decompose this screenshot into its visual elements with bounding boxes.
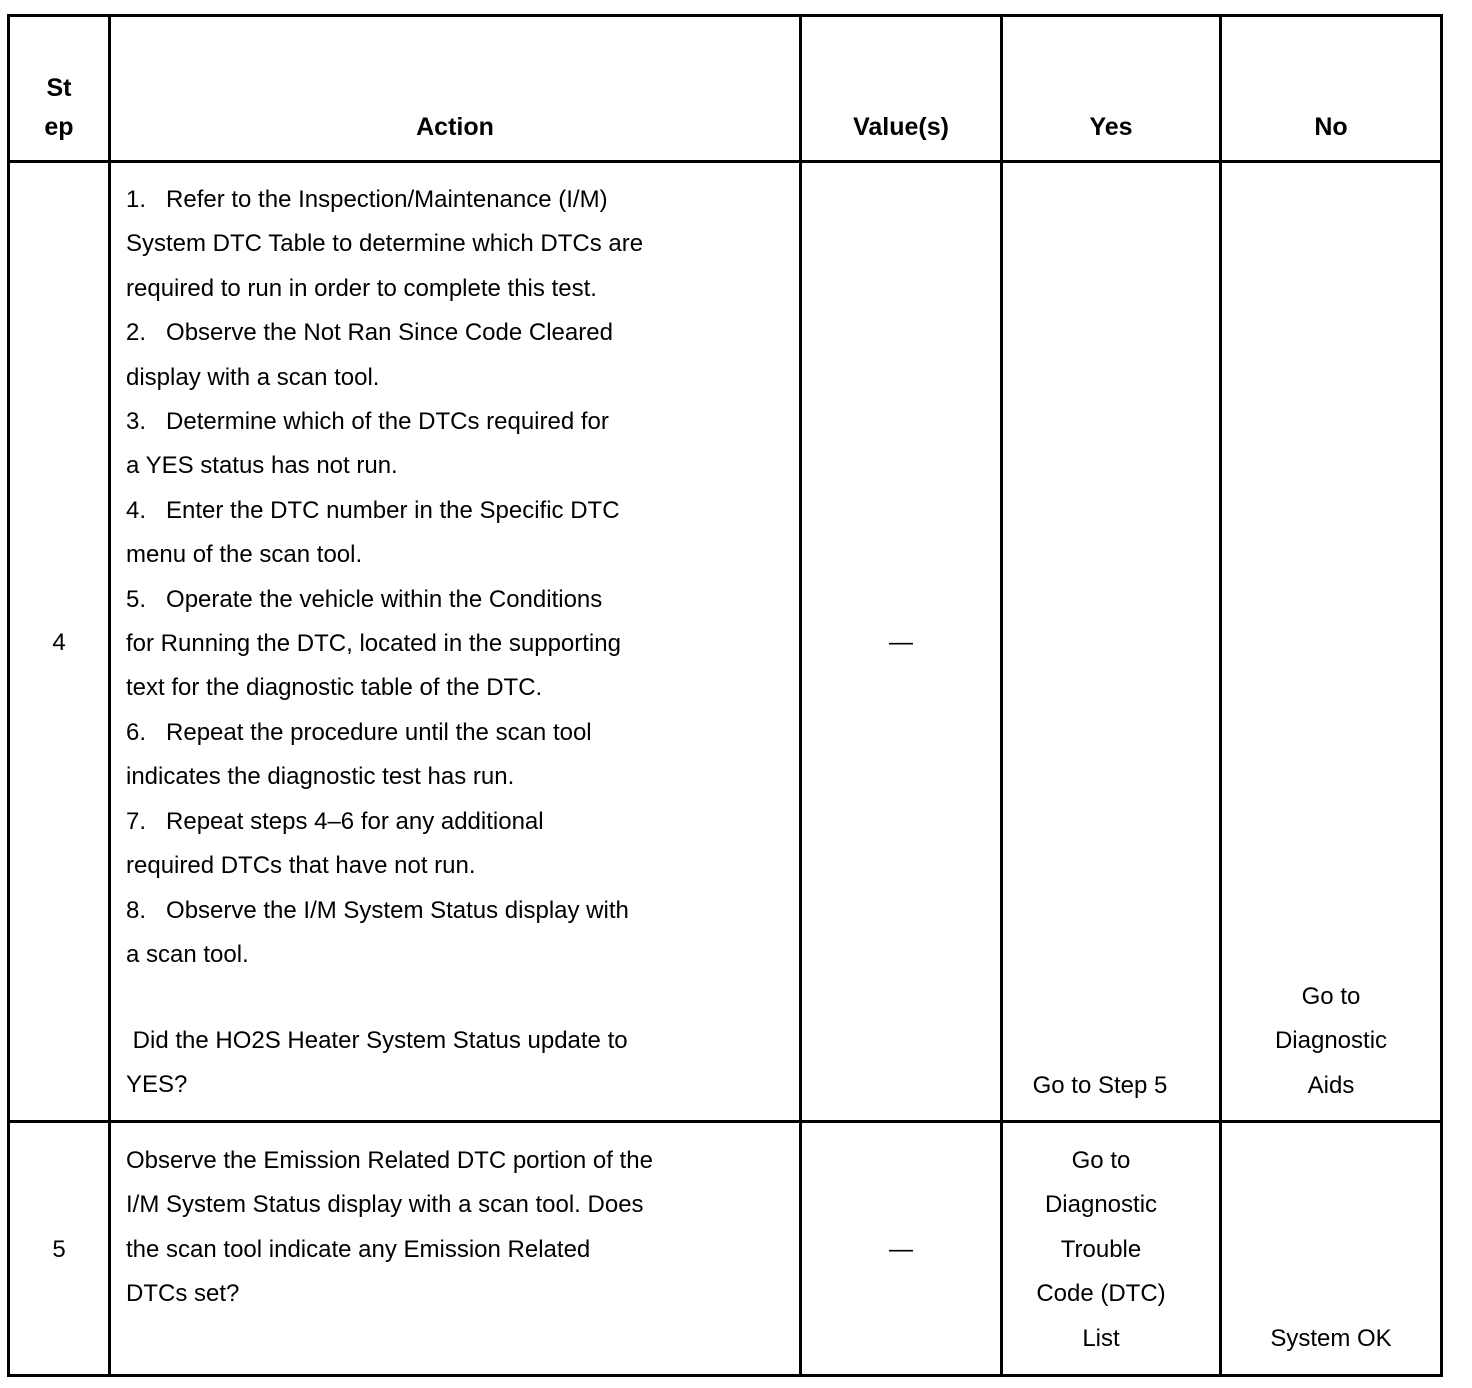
action-line: 6. Repeat the procedure until the scan tool [126,718,592,746]
header-divider [7,160,1443,163]
action-line: I/M System Status display with a scan tool. Does [126,1191,644,1219]
step-number: 5 [52,1236,66,1263]
action-line: System DTC Table to determine which DTCs are [126,230,644,258]
action-line: required DTCs that have not run. [126,852,476,880]
question-line: Did the HO2S Heater System Status update to [126,1027,628,1054]
header-values: Value(s) [853,113,949,141]
diagnostic-table [7,14,1443,1377]
header-step-line2: ep [44,113,74,141]
no-line: Go to [1301,983,1361,1010]
action-text [126,178,796,977]
header-no: No [1314,113,1348,141]
yes-cell: Go to Step 5 [1032,1072,1168,1099]
column-divider [1219,14,1222,1377]
action-line: 8. Observe the I/M System Status display with [126,896,629,924]
header-yes: Yes [1089,113,1133,141]
table-border-left [7,14,10,1377]
action-line: 5. Operate the vehicle within the Conditions [126,585,603,613]
no-line: Diagnostic [1274,1027,1388,1055]
value-cell: — [889,629,913,656]
action-line: 4. Enter the DTC number in the Specific DTC [126,496,620,524]
yes-line: List [1082,1324,1120,1352]
yes-line: Diagnostic [1044,1191,1158,1219]
yes-line: Trouble [1060,1235,1142,1263]
action-line: Observe the Emission Related DTC portion of the [126,1147,653,1174]
yes-line: Go to [1071,1147,1131,1174]
action-line: 2. Observe the Not Ran Since Code Cleared [126,319,613,347]
yes-cell [1003,1139,1199,1361]
column-divider [108,14,111,1377]
no-cell [1222,975,1440,1108]
action-line: a YES status has not run. [126,452,398,480]
action-line: text for the diagnostic table of the DTC. [126,674,543,702]
table-border-right [1440,14,1443,1377]
header-step [10,69,108,147]
column-divider [799,14,802,1377]
action-line: a scan tool. [126,940,249,968]
header-action: Action [416,113,494,141]
action-line: DTCs set? [126,1280,240,1308]
header-step-line1: St [46,74,72,102]
action-line: menu of the scan tool. [126,541,363,569]
action-line: 7. Repeat steps 4–6 for any additional [126,807,544,835]
action-line: for Running the DTC, located in the supporting [126,630,621,658]
yes-line: Code (DTC) [1036,1280,1166,1308]
action-line: indicates the diagnostic test has run. [126,763,515,791]
action-line: the scan tool indicate any Emission Related [126,1235,591,1263]
question-line: YES? [126,1071,188,1099]
value-cell: — [889,1236,913,1263]
row-divider [7,1120,1443,1123]
action-question [126,1019,796,1108]
action-line: 1. Refer to the Inspection/Maintenance (I/M) [126,186,608,213]
step-number: 4 [52,629,66,656]
action-text [126,1139,796,1317]
no-line: Aids [1307,1071,1355,1099]
table-border-top [7,14,1443,17]
action-line: 3. Determine which of the DTCs required for [126,408,609,436]
action-line: display with a scan tool. [126,363,380,391]
action-line: required to run in order to complete this test. [126,274,597,302]
table-border-bottom [7,1374,1443,1377]
no-cell: System OK [1270,1325,1392,1352]
